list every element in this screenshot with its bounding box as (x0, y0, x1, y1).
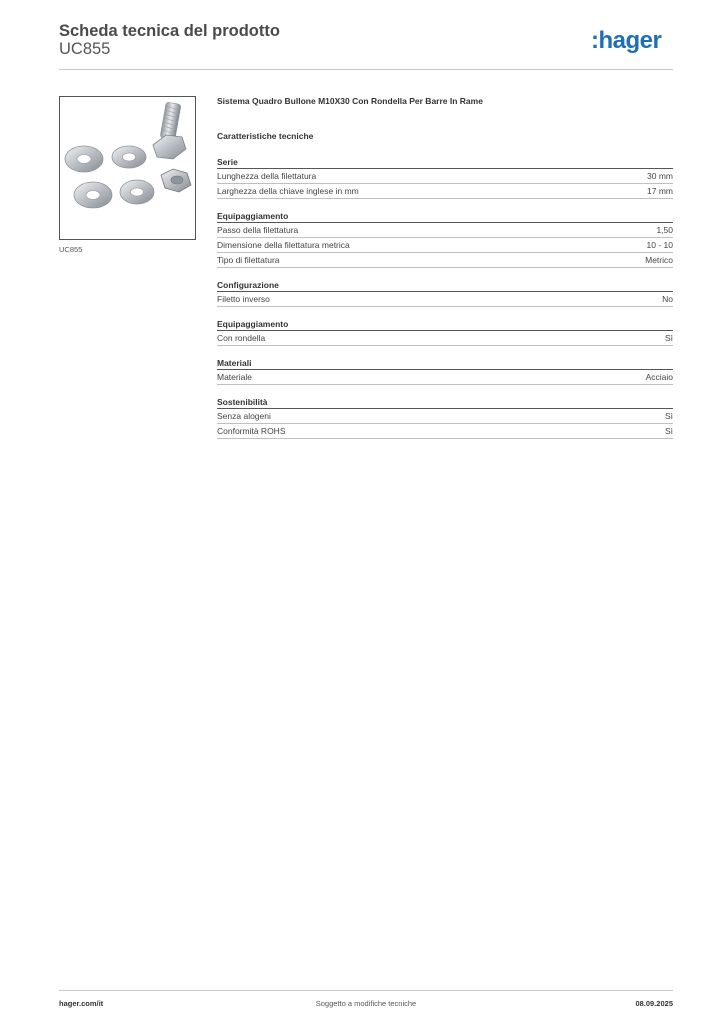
page-header (59, 20, 673, 70)
footer-note: Soggetto a modifiche tecniche (315, 999, 417, 1008)
spec-value: Acciaio (645, 372, 673, 382)
spec-label: Dimensione della filettatura metrica (217, 240, 350, 250)
spec-value: 30 mm (647, 171, 673, 181)
spec-value: No (662, 294, 673, 304)
product-image (59, 96, 196, 240)
spec-group (217, 395, 673, 439)
spec-label: Passo della filettatura (217, 225, 299, 235)
spec-group-title: Equipaggiamento (217, 317, 673, 331)
spec-row (217, 331, 673, 346)
svg-text::hager: :hager (591, 27, 662, 54)
spec-group-title: Sostenibilità (217, 395, 673, 409)
spec-label: Conformità ROHS (217, 426, 286, 436)
spec-label: Larghezza della chiave inglese in mm (217, 186, 359, 196)
spec-group-title: Configurazione (217, 278, 673, 292)
spec-group-title: Equipaggiamento (217, 209, 673, 223)
spec-value: Metrico (645, 255, 673, 265)
hager-logo (591, 26, 673, 56)
page-footer (59, 990, 673, 1014)
spec-value: 1,50 (656, 225, 673, 235)
spec-row (217, 169, 673, 184)
spec-row (217, 292, 673, 307)
spec-group-title: Materiali (217, 356, 673, 370)
spec-row (217, 409, 673, 424)
spec-group (217, 209, 673, 268)
image-caption: UC855 (59, 245, 83, 254)
spec-row (217, 238, 673, 253)
spec-row (217, 370, 673, 385)
bolt-washers-illustration (60, 97, 196, 240)
spec-row (217, 424, 673, 439)
spec-label: Tipo di filettatura (217, 255, 280, 265)
spec-label: Con rondella (217, 333, 266, 343)
spec-row (217, 184, 673, 199)
spec-group-title: Serie (217, 155, 673, 169)
spec-group (217, 278, 673, 307)
spec-label: Materiale (217, 372, 252, 382)
spec-group (217, 356, 673, 385)
footer-website[interactable]: hager.com/it (59, 999, 104, 1008)
spec-row (217, 253, 673, 268)
product-code: UC855 (59, 40, 111, 58)
spec-group (217, 317, 673, 346)
page-title: Scheda tecnica del prodotto (59, 22, 280, 40)
spec-value: 10 - 10 (646, 240, 673, 250)
spec-label: Lunghezza della filettatura (217, 171, 317, 181)
spec-value: Sì (664, 426, 673, 436)
spec-label: Senza alogeni (217, 411, 271, 421)
product-name: Sistema Quadro Bullone M10X30 Con Rondella Per Barre In Rame (217, 96, 483, 106)
spec-group (217, 155, 673, 199)
section-title: Caratteristiche tecniche (217, 131, 314, 141)
spec-content (217, 96, 673, 439)
footer-date: 08.09.2025 (635, 999, 673, 1008)
spec-row (217, 223, 673, 238)
spec-value: Sì (664, 333, 673, 343)
spec-groups (217, 155, 673, 439)
spec-value: Sì (664, 411, 673, 421)
spec-value: 17 mm (647, 186, 673, 196)
spec-label: Filetto inverso (217, 294, 270, 304)
